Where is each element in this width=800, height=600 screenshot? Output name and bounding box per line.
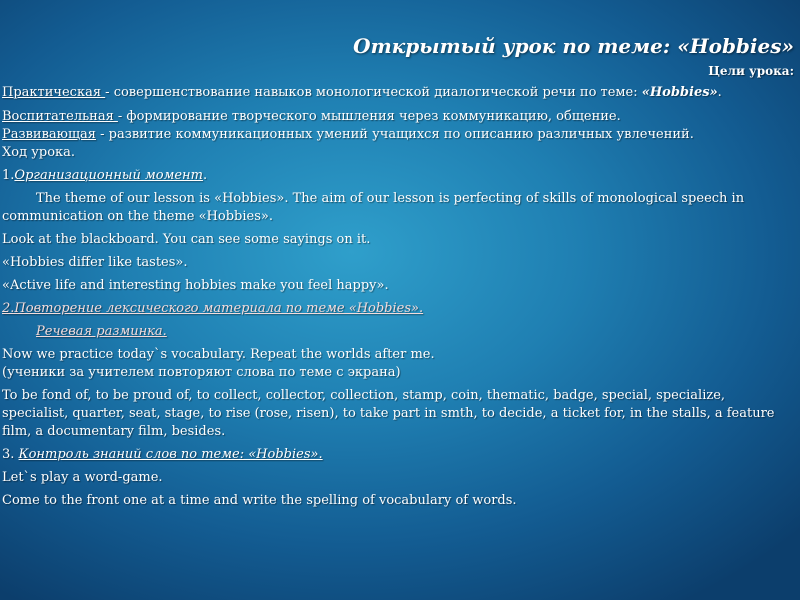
goal-educational-text: - формирование творческого мышления через коммуникацию, общение. (117, 109, 621, 124)
goal-developing (2, 126, 792, 144)
goal-practical-term: Практическая (2, 85, 106, 100)
word-game-text: Let`s play a word-game. (2, 470, 163, 485)
goals-label: Цели урока: (708, 64, 794, 78)
vocabulary-list: To be fond of, to be proud of, to collect, collector, collection, stamp, coin, thematic, badge, special, specialize, specialist, quarter, seat, stage, to rise (rose, risen), to take part in smth, to decide, a ticket for, in the stalls, a feature film, a documentary film, besides. (2, 388, 775, 439)
goal-practical (2, 84, 792, 102)
step-3-number: 3. (2, 447, 19, 462)
saying-2: «Active life and interesting hobbies make you feel happy». (2, 278, 389, 293)
step-1-number: 1. (2, 168, 15, 183)
goal-developing-term: Развивающая (2, 127, 96, 142)
students-note: (ученики за учителем повторяют слова по теме с экрана) (2, 365, 401, 380)
come-to-front-text: Come to the front one at a time and write the spelling of vocabulary of words. (2, 493, 517, 508)
slide-title: Открытый урок по теме: «Hobbies» (353, 34, 794, 58)
step-3-title: Контроль знаний слов по теме: «Hobbies». (18, 447, 323, 462)
goal-developing-text: - развитие коммуникационных умений учащихся по описанию различных увлечений. (96, 127, 694, 142)
step-3-heading (2, 446, 792, 464)
step-2-heading: 2.Повторение лексического материала по теме «Hobbies». (2, 301, 424, 316)
slide-body (2, 84, 792, 510)
speech-warmup-label: Речевая разминка. (36, 324, 167, 339)
practice-vocabulary-text: Now we practice today`s vocabulary. Repeat the worlds after me. (2, 347, 435, 362)
blackboard-text: Look at the blackboard. You can see some sayings on it. (2, 232, 371, 247)
step-1-heading (2, 167, 792, 185)
saying-1: «Hobbies differ like tastes». (2, 255, 188, 270)
goal-educational-term: Воспитательная (2, 109, 118, 124)
lesson-aim-text: The theme of our lesson is «Hobbies». The aim of our lesson is perfecting of skills of monological speech in communication on the theme «Hobbies». (2, 191, 745, 224)
goal-practical-text: - совершенствование навыков монологической диалогической речи по теме: (105, 85, 642, 100)
goal-practical-topic: «Hobbies» (641, 85, 718, 100)
step-1-end: . (202, 168, 208, 183)
step-1-title: Организационный момент (14, 168, 203, 183)
lesson-course: Ход урока. (2, 145, 76, 160)
speech-warmup (2, 323, 792, 341)
goal-practical-end: . (717, 85, 722, 100)
goal-educational (2, 108, 792, 126)
